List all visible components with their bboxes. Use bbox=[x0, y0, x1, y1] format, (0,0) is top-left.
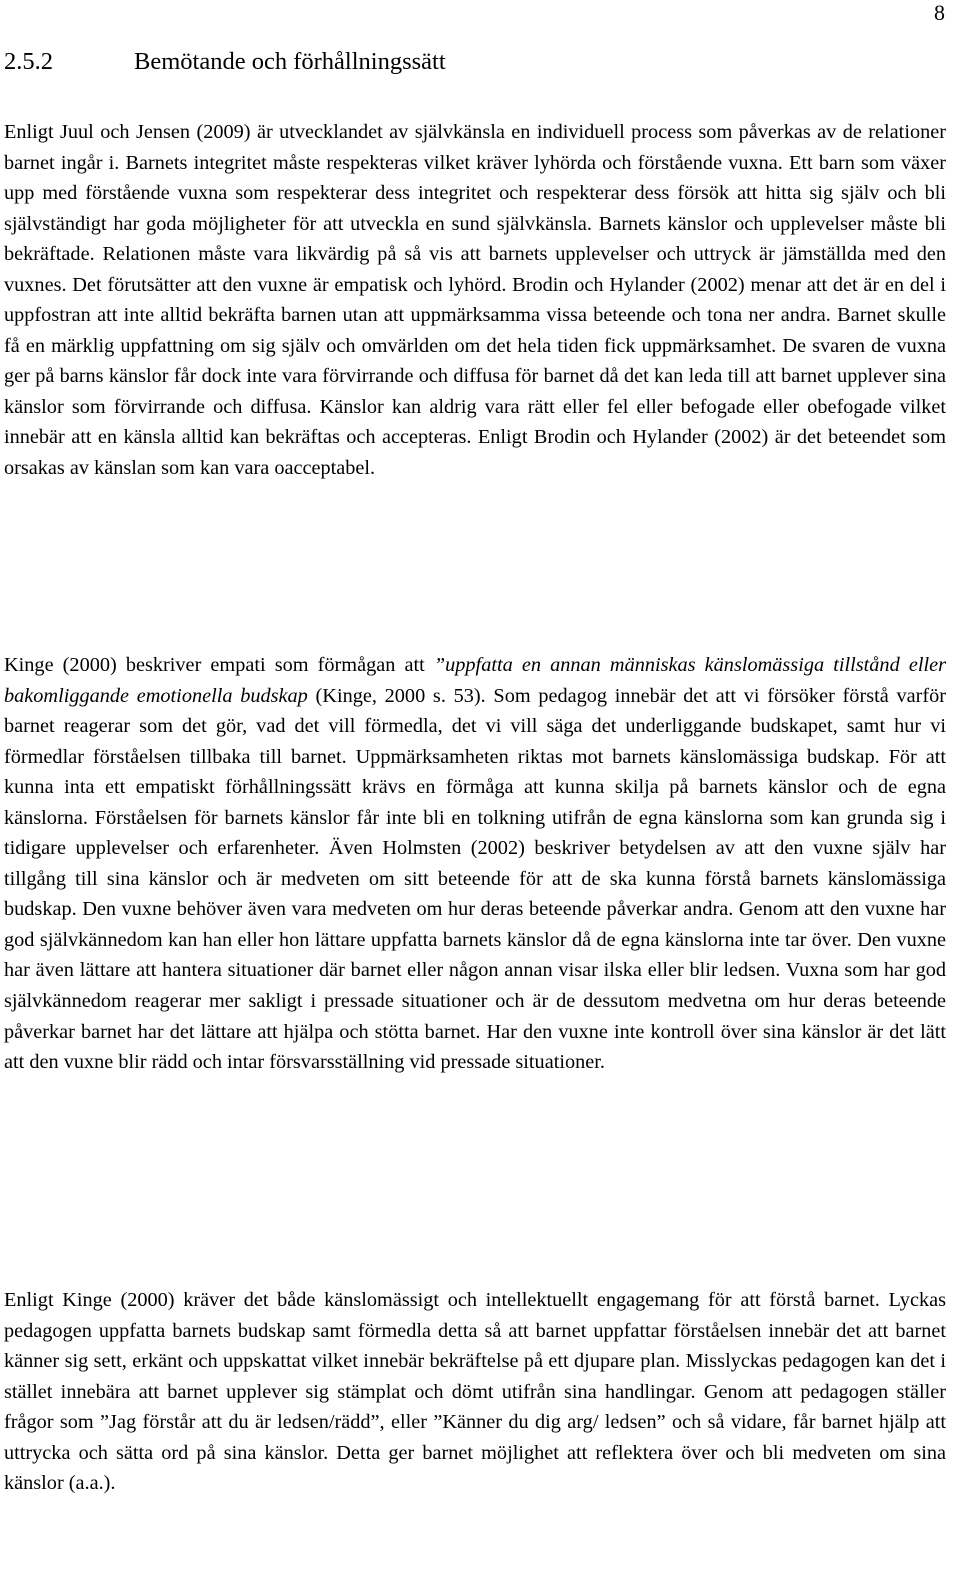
paragraph-1: Enligt Juul och Jensen (2009) är utvecklandet av självkänsla en individuell process som påverkas av de relationer barnet ingår i. Barnets integritet måste respekteras vilket kräver lyhörda och förstående vuxna. Ett barn som växer upp med förstående vuxna som respekterar dess integritet och respekterar dess försök att hitta sig själv och bli självständigt har goda möjligheter för att utveckla en sund självkänsla. Barnets känslor och upplevelser måste bli bekräftade. Relationen måste vara likvärdig på så vis att barnets upplevelser och uttryck är jämställda med den vuxnes. Det förutsätter att den vuxne är empatisk och lyhörd. Brodin och Hylander (2002) menar att det är en del i uppfostran att inte alltid bekräfta barnen utan att uppmärksamma vissa beteende och tona ner andra. Barnet skulle få en märklig uppfattning om sig själv och omvärlden om det hela tiden fick uppmärksamhet. De svaren de vuxna ger på barns känslor får dock inte vara förvirrande och diffusa för barnet då det kan leda till att barnet upplever sina känslor som förvirrande och diffusa. Känslor kan aldrig vara rätt eller fel eller befogade eller obefogade vilket innebär att en känsla alltid kan bekräftas och accepteras. Enligt Brodin och Hylander (2002) är det beteendet som orsakas av känslan som kan vara oacceptabel. bbox=[4, 121, 946, 480]
section-title: Bemötande och förhållningssätt bbox=[134, 48, 446, 75]
page-number: 8 bbox=[934, 0, 945, 25]
paragraph-3: Enligt Kinge (2000) kräver det både känslomässigt och intellektuellt engagemang för att förstå barnet. Lyckas pedagogen uppfatta barnets budskap samt förmedla detta så att barnet uppfattar förståelsen innebär det att barnet känner sig sett, erkänt och uppskattat vilket innebär bekräftelse på ett djupare plan. Misslyckas pedagogen kan det i stället innebära att barnet upplever sig stämplat och dömt utifrån sina handlingar. Genom att pedagogen ställer frågor som ”Jag förstår att du är ledsen/rädd”, eller ”Känner du dig arg/ ledsen” och så vidare, får barnet hjälp att uttrycka och sätta ord på sina känslor. Detta ger barnet möjlighet att reflektera över och bli medveten om sina känslor (a.a.). bbox=[4, 1289, 946, 1495]
paragraph-2-rest: (Kinge, 2000 s. 53). Som pedagog innebär det att vi försöker förstå varför barnet reagerar som det gör, vad det vill förmedla, det vi vill säga det underliggande budskapet, samt hur vi förmedlar förståelsen tillbaka till barnet. Uppmärksamheten riktas mot barnets känslomässiga budskap. För att kunna inta ett empatiskt förhållningssätt krävs en förmåga att kunna skilja på barnets känslor och de egna känslorna. Förståelsen för barnets känslor får inte bli en tolkning utifrån de egna känslorna som kan grunda sig i tidigare upplevelser och erfarenheter. Även Holmsten (2002) beskriver betydelsen av att den vuxne själv har tillgång till sina känslor och är medveten om sitt beteende för att de ska kunna förstå barnets känslomässiga budskap. Den vuxne behöver även vara medveten om hur deras beteende påverkar andra. Genom att den vuxne har god självkännedom kan han eller hon lättare uppfatta barnets känslor då de egna känslorna inte tar över. Den vuxne har även lättare att hantera situationer där barnet eller någon annan visar ilska eller blir ledsen. Vuxna som har god självkännedom reagerar mer sakligt i pressade situationer och är de dessutom medvetna om hur deras beteende påverkar barnet har det lättare att hjälpa och stötta barnet. Har den vuxne inte kontroll över sina känslor är det lätt att den vuxne blir rädd och intar försvarsställning vid pressade situationer. bbox=[4, 684, 946, 1074]
paragraph-2 bbox=[4, 650, 946, 1078]
paragraph-2-quote: ”uppfatta en annan människas känslomässiga tillstånd eller bakomliggande emotionella budskap bbox=[4, 654, 946, 707]
section-heading bbox=[4, 46, 446, 78]
paragraph-2-intro: Kinge (2000) beskriver empati som förmågan att bbox=[4, 654, 434, 676]
section-number: 2.5.2 bbox=[4, 48, 53, 75]
